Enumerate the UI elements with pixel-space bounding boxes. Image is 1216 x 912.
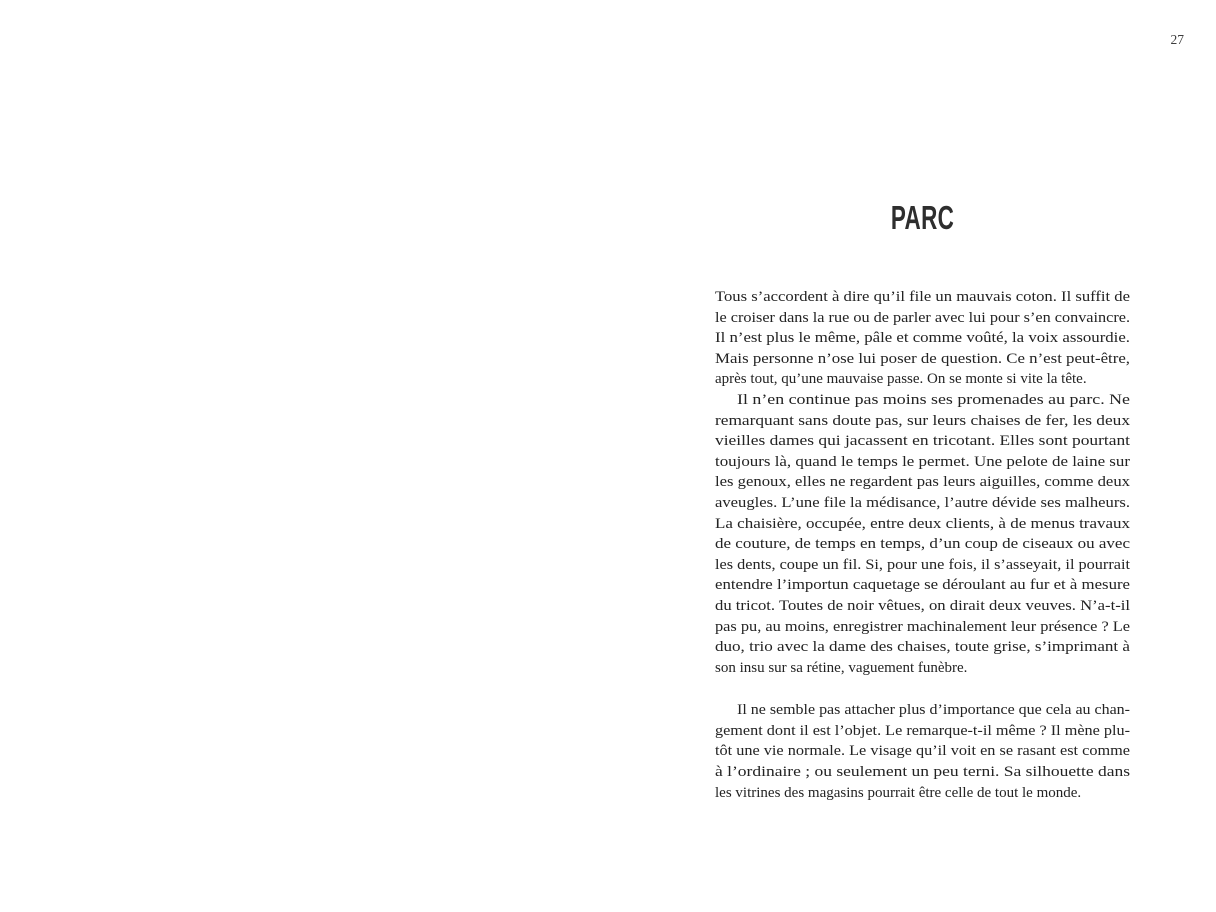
text-line (715, 534, 1130, 555)
text-line-content: toujours là, quand le temps le permet. Une pelote de laine sur (715, 453, 1130, 470)
text-line (715, 328, 1130, 349)
text-line (715, 617, 1130, 638)
text-line (715, 514, 1130, 535)
text-line-content: vieilles dames qui jacassent en tricotant. Elles sont pourtant (715, 433, 1130, 450)
text-line-content: pas pu, au moins, enregistrer machinalement leur présence ? Le (715, 618, 1130, 635)
text-line (715, 493, 1130, 514)
chapter-title-text: PARC (890, 199, 955, 236)
text-line (715, 658, 1130, 679)
text-line (715, 783, 1130, 804)
text-line-content: le croiser dans la rue ou de parler avec lui pour s’en convaincre. (715, 309, 1130, 326)
text-line-content: Tous s’accordent à dire qu’il file un mauvais coton. Il suffit de (715, 289, 1130, 305)
text-line-content: entendre l’importun caquetage se déroulant au fur et à mesure (715, 577, 1130, 594)
text-line-content: de couture, de temps en temps, d’un coup de ciseaux ou avec (715, 536, 1130, 553)
text-line (715, 287, 1130, 308)
text-line (715, 575, 1130, 596)
text-line (715, 308, 1130, 329)
text-line-content: remarquant sans doute pas, sur leurs chaises de fer, les deux (715, 412, 1130, 429)
text-line-content: les vitrines des magasins pourrait être celle de tout le monde. (715, 784, 1082, 801)
text-line (715, 349, 1130, 370)
text-line-content: Mais personne n’ose lui poser de question. Ce n’est peut-être, (715, 350, 1130, 367)
text-line-content: du tricot. Toutes de noir vêtues, on dirait deux veuves. N’a-t-il (715, 597, 1130, 614)
page-number: 27 (1170, 32, 1184, 47)
text-line-content: Il n’est plus le même, pâle et comme voûté, la voix assourdie. (715, 330, 1130, 347)
text-line-content: à l’ordinaire ; ou seulement un peu terni. Sa silhouette dans (715, 764, 1130, 781)
text-line-content: tôt une vie normale. Le visage qu’il voit en se rasant est comme (715, 743, 1130, 760)
text-line-content: son insu sur sa rétine, vaguement funèbre. (715, 659, 968, 676)
text-line (715, 411, 1130, 432)
text-line (715, 369, 1130, 390)
text-line (715, 452, 1130, 473)
text-line (715, 390, 1130, 411)
chapter-title (715, 199, 1130, 237)
text-line (715, 762, 1130, 783)
text-line-content: les dents, coupe un fil. Si, pour une fois, il s’asseyait, il pourrait (715, 556, 1130, 573)
paragraph (715, 287, 1130, 390)
text-line (715, 472, 1130, 493)
text-line (715, 721, 1130, 742)
text-line-content: après tout, qu’une mauvaise passe. On se monte si vite la tête. (715, 371, 1087, 388)
body-text (715, 287, 1130, 803)
text-line-content: La chaisière, occupée, entre deux clients, à de menus travaux (715, 515, 1130, 532)
text-line (715, 741, 1130, 762)
text-line-content: gement dont il est l’objet. Le remarque-t-il même ? Il mène plu- (715, 722, 1130, 739)
text-line (715, 596, 1130, 617)
text-line-content: aveugles. L’une file la médisance, l’autre dévide ses malheurs. (715, 494, 1130, 511)
text-line (715, 637, 1130, 658)
text-line (715, 700, 1130, 721)
text-line-content: Il ne semble pas attacher plus d’importance que cela au chan- (737, 702, 1130, 719)
text-line-content: duo, trio avec la dame des chaises, toute grise, s’imprimant à (715, 639, 1130, 656)
text-line-content: Il n’en continue pas moins ses promenades au parc. Ne (737, 391, 1130, 408)
text-line (715, 555, 1130, 576)
text-line-content: les genoux, elles ne regardent pas leurs aiguilles, comme deux (715, 474, 1130, 491)
paragraph (715, 700, 1130, 803)
paragraph (715, 390, 1130, 678)
text-line (715, 431, 1130, 452)
